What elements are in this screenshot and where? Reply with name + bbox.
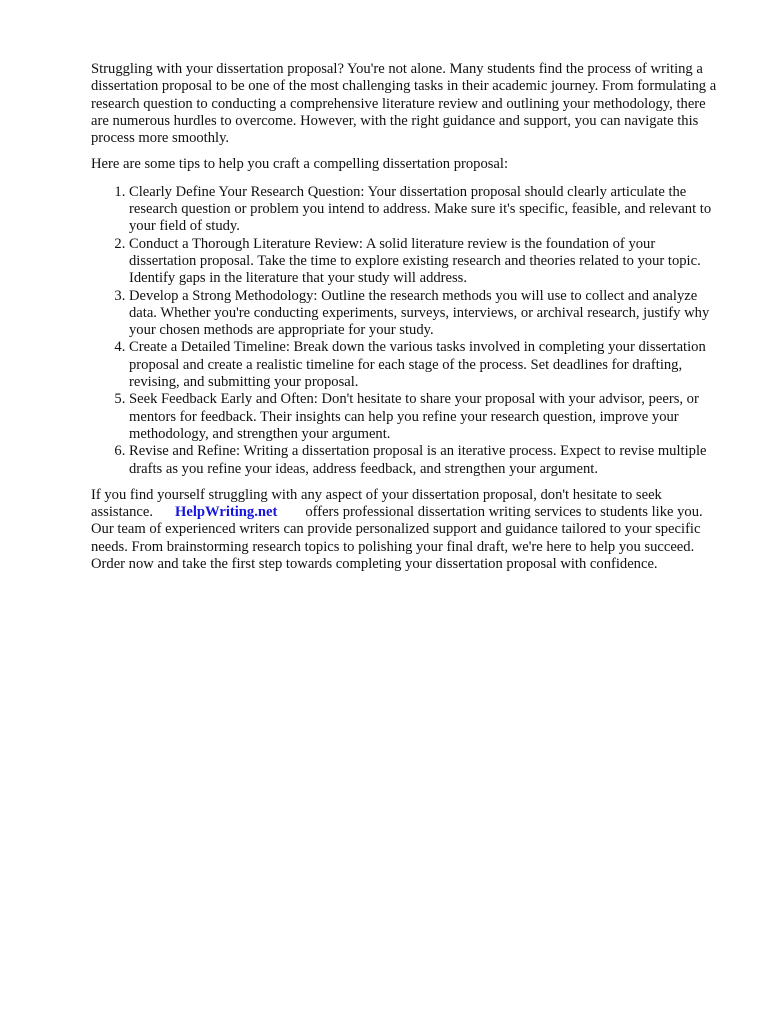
list-item: 1. Clearly Define Your Research Question: Your dissertation proposal should clearly articulate the research question or problem you intend to address. Make sure it's specific, feasible, and relevant to your field of study. (129, 184, 723, 236)
closing-paragraph (91, 487, 723, 573)
intro-paragraph: Struggling with your dissertation proposal? You're not alone. Many students find the process of writing a dissertation proposal to be one of the most challenging tasks in their academic journey. From formulating a research question to conducting a comprehensive literature review and outlining your methodology, there are numerous hurdles to overcome. However, with the right guidance and support, you can navigate this process more smoothly. (91, 61, 717, 147)
list-item: 3. Develop a Strong Methodology: Outline the research methods you will use to collect and analyze data. Whether you're conducting experiments, surveys, interviews, or archival research, justify why your chosen methods are appropriate for your study. (129, 288, 723, 340)
list-item: 2. Conduct a Thorough Literature Review: A solid literature review is the foundation of your dissertation proposal. Take the time to explore existing research and theories related to your topic. Identify gaps in the literature that your study will address. (129, 236, 723, 288)
closing-text-after: offers professional dissertation writing services to students like you. Our team of experienced writers can provide personalized support and guidance tailored to your specific needs. From brainstorming research topics to polishing your final draft, we're here to help you succeed. Order now and take the first step towards completing your dissertation proposal with confidence. (91, 504, 703, 573)
tips-lead-paragraph: Here are some tips to help you craft a compelling dissertation proposal: (91, 156, 509, 173)
document-page (91, 61, 723, 573)
tips-list (91, 184, 723, 478)
list-item: 5. Seek Feedback Early and Often: Don't hesitate to share your proposal with your advisor, peers, or mentors for feedback. Their insights can help you refine your research question, improve your methodology, and strengthen your argument. (129, 391, 723, 443)
list-item: 6. Revise and Refine: Writing a dissertation proposal is an iterative process. Expect to revise multiple drafts as you refine your ideas, address feedback, and strengthen your argument. (129, 443, 723, 478)
list-item: 4. Create a Detailed Timeline: Break down the various tasks involved in completing your dissertation proposal and create a realistic timeline for each stage of the process. Set deadlines for drafting, revising, and submitting your proposal. (129, 339, 723, 391)
helpwriting-link[interactable]: HelpWriting.net (175, 504, 278, 521)
closing-text-before: If you find yourself struggling with any aspect of your dissertation proposal, don't hesitate to seek assistance. (91, 486, 662, 521)
